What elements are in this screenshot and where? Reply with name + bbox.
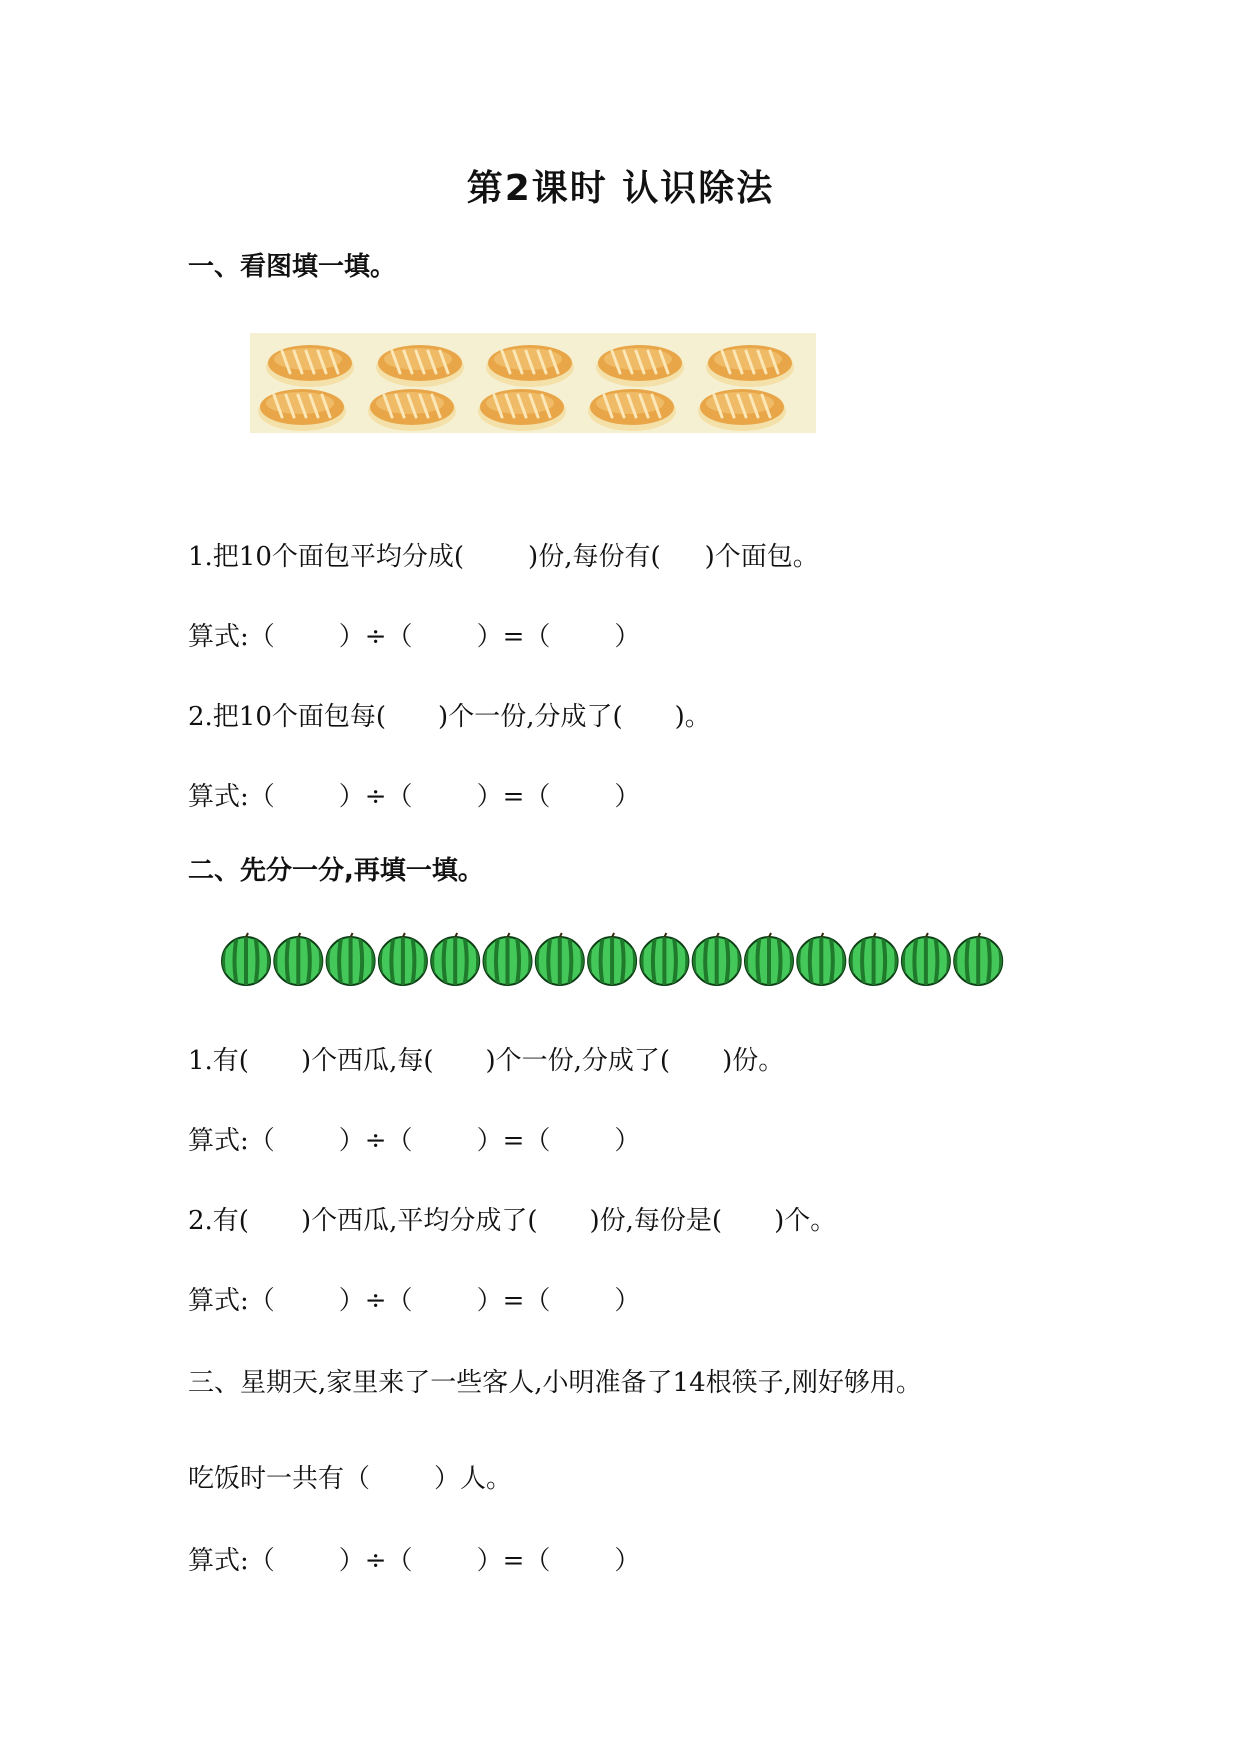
formula-divide: ）÷（ [338, 1286, 413, 1316]
formula-equals: ）=（ [476, 1546, 551, 1576]
formula-equals: ）=（ [476, 1286, 551, 1316]
s2-q1-text2: )个西瓜,每( [300, 1046, 434, 1076]
watermelon-icon [431, 933, 479, 987]
watermelon-icon [640, 933, 688, 987]
formula-label: 算式:（ [188, 1286, 275, 1316]
watermelon-icon [745, 933, 793, 987]
bread-icon [266, 345, 354, 387]
section2-heading: 二、先分一分,再填一填。 [188, 856, 484, 886]
watermelon-icon [536, 933, 584, 987]
s1-q1-text1: 1.把10个面包平均分成( [188, 542, 465, 572]
s1-q2-text1: 2.把10个面包每( [188, 702, 387, 732]
formula-label: 算式:（ [188, 622, 275, 652]
formula-close: ） [614, 622, 641, 652]
s1-formula1 [188, 616, 640, 653]
formula-divide: ）÷（ [338, 782, 413, 812]
formula-close: ） [614, 782, 641, 812]
s2-q1 [188, 1040, 784, 1077]
s2-q2-text2: )个西瓜,平均分成了( [300, 1206, 538, 1236]
s1-q2-text3: )。 [674, 702, 711, 732]
bread-icon [368, 389, 456, 431]
section1-heading: 一、看图填一填。 [188, 252, 397, 282]
watermelon-icon [274, 933, 322, 987]
formula-label: 算式:（ [188, 1126, 275, 1156]
watermelon-icon [588, 933, 636, 987]
watermelon-icon [850, 933, 898, 987]
watermelon-icon [484, 933, 532, 987]
bread-icon [258, 389, 346, 431]
bread-icon [698, 389, 786, 431]
bread-icon [706, 345, 794, 387]
watermelon-icon [797, 933, 845, 987]
s2-formula2 [188, 1280, 640, 1317]
bread-icon [486, 345, 574, 387]
section3-question: 三、星期天,家里来了一些客人,小明准备了14根筷子,刚好够用。 [188, 1368, 922, 1398]
s3-q-text2: ）人。 [434, 1464, 513, 1494]
watermelon-icon [327, 933, 375, 987]
s2-q2-text4: )个。 [774, 1206, 837, 1236]
s2-q2 [188, 1200, 836, 1237]
s2-formula1 [188, 1120, 640, 1157]
s2-q2-text1: 2.有( [188, 1206, 249, 1236]
s1-formula2 [188, 776, 640, 813]
s2-q1-text3: )个一份,分成了( [485, 1046, 671, 1076]
formula-equals: ）=（ [476, 782, 551, 812]
formula-close: ） [614, 1546, 641, 1576]
bread-icon [588, 389, 676, 431]
formula-label: 算式:（ [188, 1546, 275, 1576]
page-title: 第2课时 认识除法 [466, 168, 775, 209]
s1-q1 [188, 536, 819, 573]
formula-divide: ）÷（ [338, 1546, 413, 1576]
bread-icon [478, 389, 566, 431]
watermelon-image [220, 931, 1005, 987]
s3-q-text1: 吃饭时一共有（ [188, 1464, 371, 1494]
s3-formula [188, 1540, 640, 1577]
watermelon-icon [902, 933, 950, 987]
formula-divide: ）÷（ [338, 1126, 413, 1156]
s2-q1-text1: 1.有( [188, 1046, 249, 1076]
formula-close: ） [614, 1126, 641, 1156]
bread-icon [376, 345, 464, 387]
watermelon-icon [954, 933, 1002, 987]
watermelon-icon [379, 933, 427, 987]
s2-q1-text4: )份。 [722, 1046, 785, 1076]
watermelon-icon [693, 933, 741, 987]
formula-label: 算式:（ [188, 782, 275, 812]
formula-close: ） [614, 1286, 641, 1316]
watermelon-icon [222, 933, 270, 987]
formula-equals: ）=（ [476, 622, 551, 652]
formula-equals: ）=（ [476, 1126, 551, 1156]
s1-q1-text2: )份,每份有( [528, 542, 661, 572]
s2-q2-text3: )份,每份是( [589, 1206, 723, 1236]
bread-image [250, 333, 816, 433]
s3-q [188, 1458, 512, 1495]
formula-divide: ）÷（ [338, 622, 413, 652]
s1-q2 [188, 696, 711, 733]
bread-icon [596, 345, 684, 387]
s1-q1-text3: )个面包。 [704, 542, 819, 572]
s1-q2-text2: )个一份,分成了( [438, 702, 623, 732]
